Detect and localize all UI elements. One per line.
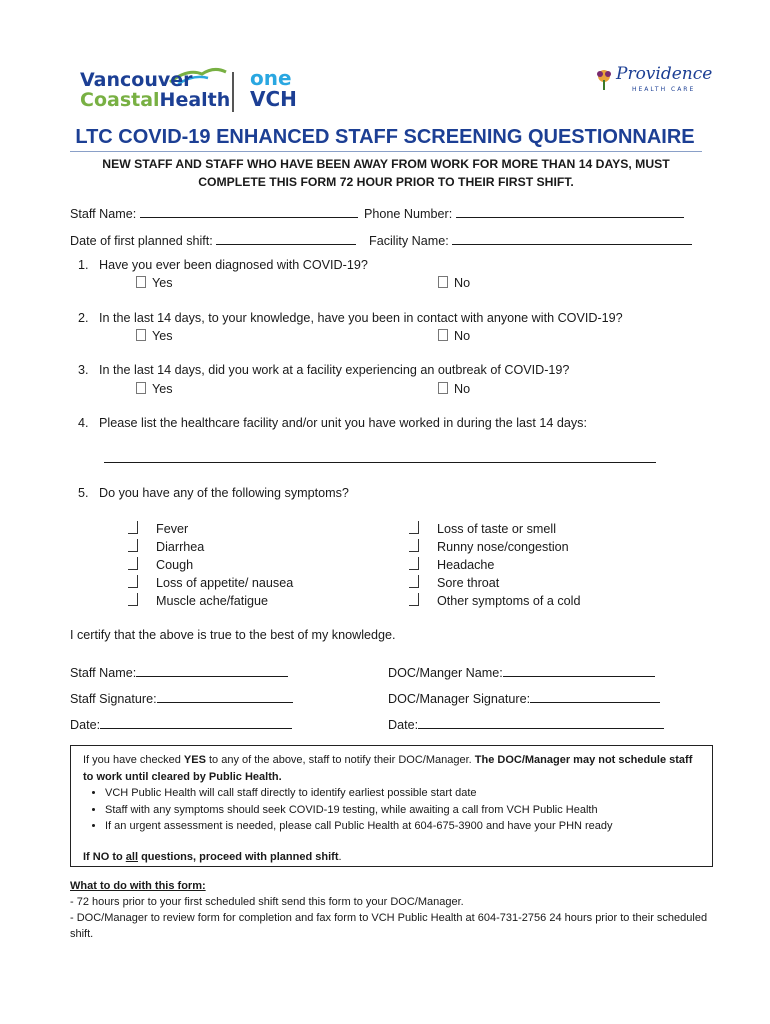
checkbox-icon[interactable] (128, 593, 138, 606)
question-4: 4. Please list the healthcare facility and/or unit you have worked in during the last 14 days: (78, 416, 587, 430)
notice-box (70, 745, 713, 867)
first-shift-field (70, 231, 356, 248)
what-to-do-line: - DOC/Manager to review form for completion and fax form to VCH Public Health at 604-731-2756 24 hours prior to their scheduled shift. (70, 912, 708, 940)
symptom-loss-of-taste[interactable]: Loss of taste or smell (409, 521, 556, 539)
q2-no-option[interactable]: No (438, 329, 470, 343)
doc-signature-field (388, 689, 660, 706)
staff-name-input[interactable] (140, 204, 358, 218)
notice-bullets (83, 785, 700, 835)
facility-name-label: Facility Name: (369, 234, 449, 248)
question-1: 1. Have you ever been diagnosed with COVID-19? (78, 258, 368, 272)
facility-name-input[interactable] (452, 231, 692, 245)
symptom-sore-throat[interactable]: Sore throat (409, 575, 499, 593)
logo-text-providence: Providence (616, 64, 713, 84)
date-left-label: Date: (70, 718, 101, 732)
what-to-do-section (70, 878, 710, 942)
first-shift-label: Date of first planned shift: (70, 234, 213, 248)
notice-bullet: • If an urgent assessment is needed, please call Public Health at 604-675-3900 and have your PHN ready (105, 818, 700, 835)
q3-yes-option[interactable]: Yes (136, 382, 173, 396)
checkbox-icon[interactable] (128, 575, 138, 588)
checkbox-icon[interactable] (409, 521, 419, 534)
checkbox-icon[interactable] (438, 329, 448, 341)
checkbox-icon[interactable] (136, 329, 146, 341)
doc-name-label: DOC/Manger Name: (388, 666, 503, 680)
page-subtitle: NEW STAFF AND STAFF WHO HAVE BEEN AWAY FROM WORK FOR MORE THAN 14 DAYS, MUST COMPLETE THIS FORM 72 HOUR PRIOR TO THEIR FIRST SHIFT. (102, 157, 670, 189)
checkbox-icon[interactable] (128, 557, 138, 570)
staff-signature-label: Staff Signature: (70, 692, 157, 706)
q1-yes-option[interactable]: Yes (136, 276, 173, 290)
phone-number-field (364, 204, 684, 221)
symptom-other-cold[interactable]: Other symptoms of a cold (409, 593, 580, 611)
checkbox-icon[interactable] (438, 382, 448, 394)
first-shift-input[interactable] (216, 231, 356, 245)
checkbox-icon[interactable] (136, 276, 146, 288)
doc-signature-input[interactable] (530, 689, 660, 703)
checkbox-icon[interactable] (409, 575, 419, 588)
symptom-muscle-ache[interactable]: Muscle ache/fatigue (128, 593, 268, 611)
notice-bullet: • Staff with any symptoms should seek COVID-19 testing, while awaiting a call from VCH Public Health (105, 802, 700, 819)
staff-signature-input[interactable] (157, 689, 293, 703)
providence-logo (592, 64, 713, 104)
logo-text-one: one (250, 66, 292, 90)
checkbox-icon[interactable] (128, 539, 138, 552)
logo-text-vancouver: Vancouver (80, 69, 193, 91)
q2-yes-option[interactable]: Yes (136, 329, 173, 343)
notice-no-line: If NO to all questions, proceed with planned shift. (83, 850, 342, 863)
checkbox-icon[interactable] (136, 382, 146, 394)
q1-no-option[interactable]: No (438, 276, 470, 290)
question-3: 3. In the last 14 days, did you work at a facility experiencing an outbreak of COVID-19? (78, 363, 570, 377)
logo-text-health-care: HEALTH CARE (632, 86, 696, 93)
page-title: LTC COVID-19 ENHANCED STAFF SCREENING QUESTIONNAIRE (75, 126, 695, 148)
staff-signature-field (70, 689, 293, 706)
symptom-cough[interactable]: Cough (128, 557, 193, 575)
date-right-label: Date: (388, 718, 419, 732)
what-to-do-line: - 72 hours prior to your first scheduled shift send this form to your DOC/Manager. (70, 896, 464, 908)
checkbox-icon[interactable] (409, 557, 419, 570)
date-left-field (70, 715, 292, 732)
what-to-do-heading: What to do with this form: (70, 880, 206, 892)
phone-number-label: Phone Number: (364, 207, 453, 221)
symptom-runny-nose[interactable]: Runny nose/congestion (409, 539, 569, 557)
date-right-input[interactable] (418, 715, 664, 729)
doc-name-input[interactable] (503, 663, 655, 677)
logo-text-coastal: CoastalHealth (80, 89, 231, 111)
sig-staff-name-field (70, 663, 288, 680)
vch-logo (80, 66, 310, 116)
sig-staff-name-input[interactable] (136, 663, 288, 677)
symptom-diarrhea[interactable]: Diarrhea (128, 539, 204, 557)
staff-name-field (70, 204, 358, 221)
checkbox-icon[interactable] (438, 276, 448, 288)
symptom-loss-of-appetite[interactable]: Loss of appetite/ nausea (128, 575, 293, 593)
q3-no-option[interactable]: No (438, 382, 470, 396)
logo-divider (232, 72, 234, 112)
date-left-input[interactable] (100, 715, 292, 729)
checkbox-icon[interactable] (409, 593, 419, 606)
doc-signature-label: DOC/Manager Signature: (388, 692, 531, 706)
certify-statement: I certify that the above is true to the best of my knowledge. (70, 628, 396, 642)
symptom-headache[interactable]: Headache (409, 557, 494, 575)
date-right-field (388, 715, 664, 732)
checkbox-icon[interactable] (409, 539, 419, 552)
title-divider (70, 151, 702, 152)
symptom-fever[interactable]: Fever (128, 521, 188, 539)
logo-text-vch: VCH (250, 87, 297, 111)
flower-icon (592, 66, 616, 92)
notice-intro: If you have checked YES to any of the above, staff to notify their DOC/Manager. The DOC/Manager may not schedule staff to work until cleared by Public Health. (83, 754, 693, 783)
question-5: 5. Do you have any of the following symptoms? (78, 486, 349, 500)
notice-bullet: • VCH Public Health will call staff directly to identify earliest possible start date (105, 785, 700, 802)
checkbox-icon[interactable] (128, 521, 138, 534)
phone-number-input[interactable] (456, 204, 684, 218)
facility-name-field (369, 231, 692, 248)
staff-name-label: Staff Name: (70, 207, 137, 221)
doc-name-field (388, 663, 655, 680)
sig-staff-name-label: Staff Name: (70, 666, 137, 680)
q4-answer-input[interactable] (104, 462, 656, 463)
question-2: 2. In the last 14 days, to your knowledge, have you been in contact with anyone with COVID-19? (78, 311, 623, 325)
